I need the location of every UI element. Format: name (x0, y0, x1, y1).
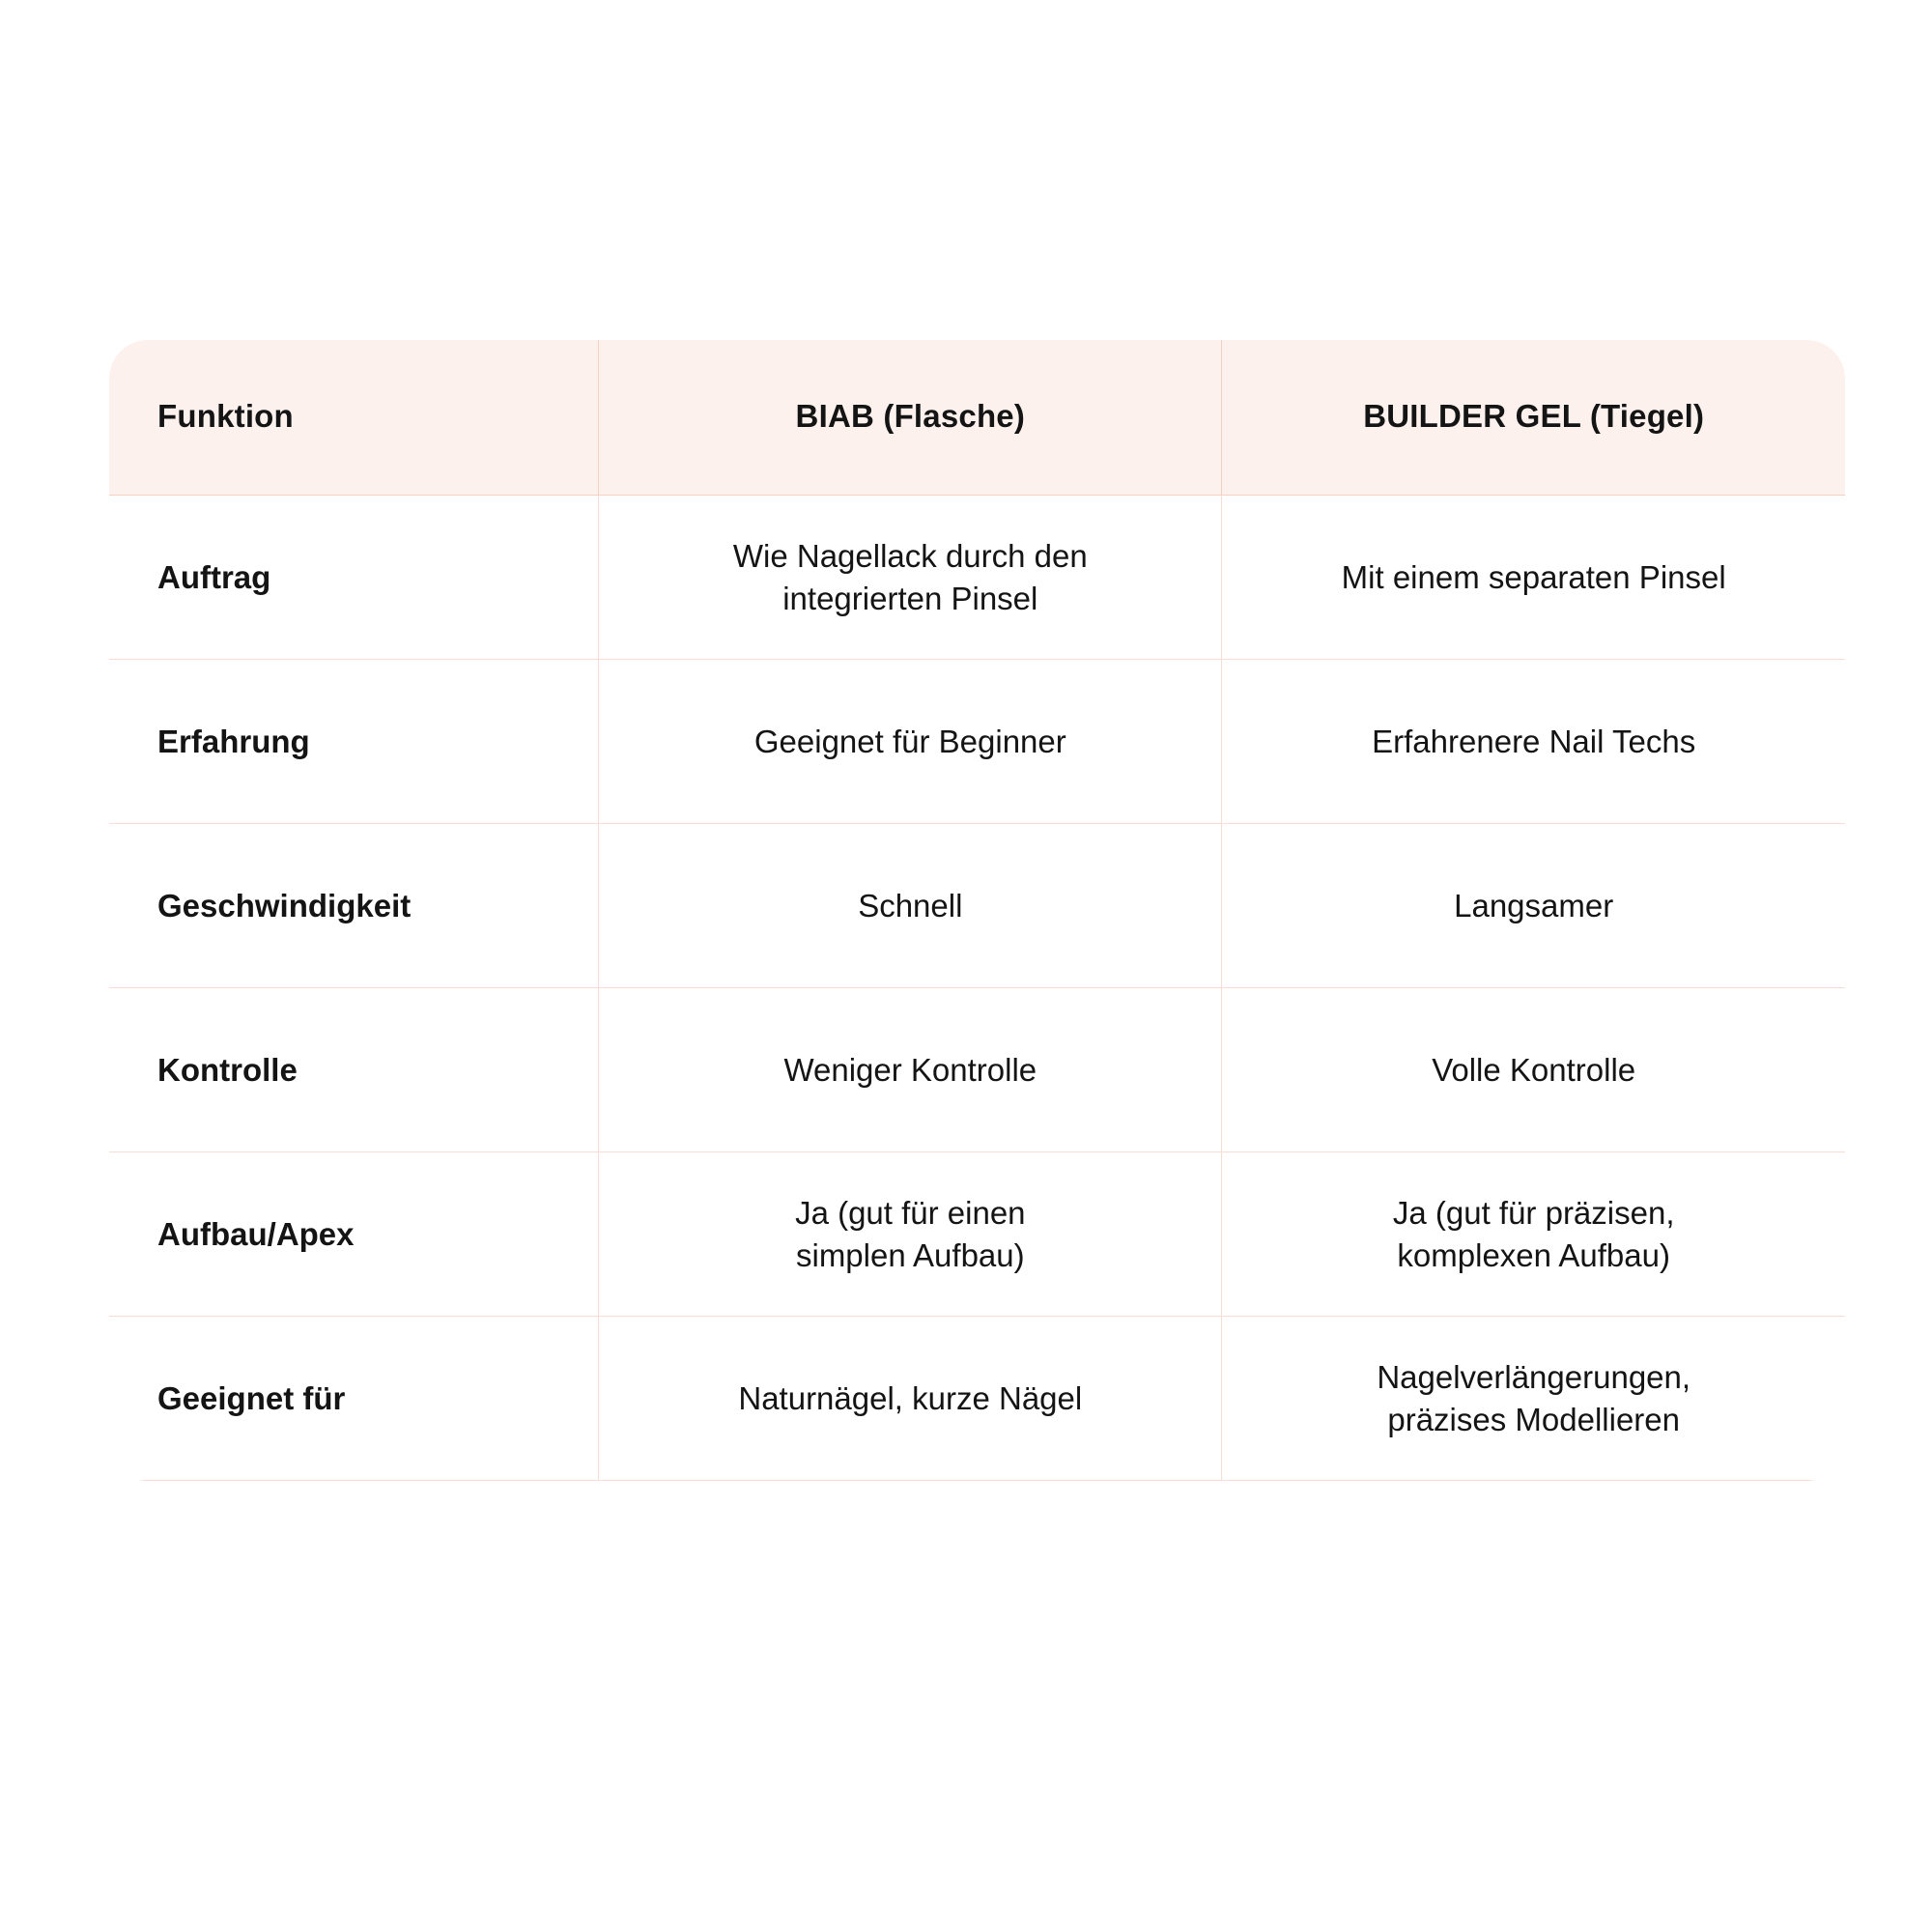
cell-biab-geschwindigkeit (599, 824, 1222, 988)
column-header-builder-gel: BUILDER GEL (Tiegel) (1222, 340, 1845, 496)
row-label-kontrolle: Kontrolle (109, 988, 599, 1152)
comparison-table-container (109, 340, 1845, 1481)
cell-line: Volle Kontrolle (1432, 1051, 1636, 1088)
cell-line: Langsamer (1454, 887, 1614, 923)
cell-line: Erfahrenere Nail Techs (1372, 723, 1696, 759)
cell-line: Ja (gut für präzisen, (1392, 1194, 1675, 1231)
cell-line: integrierten Pinsel (782, 580, 1038, 616)
cell-line: Wie Nagellack durch den (732, 537, 1088, 574)
cell-line: Ja (gut für einen (795, 1194, 1026, 1231)
row-label-geschwindigkeit: Geschwindigkeit (109, 824, 599, 988)
table-row (109, 660, 1845, 824)
cell-line: Mit einem separaten Pinsel (1341, 558, 1726, 595)
row-label-auftrag: Auftrag (109, 496, 599, 660)
cell-builder-erfahrung (1222, 660, 1845, 824)
cell-builder-aufbau-apex (1222, 1152, 1845, 1317)
table-row (109, 1317, 1845, 1481)
table-body (109, 496, 1845, 1481)
table-row (109, 988, 1845, 1152)
cell-builder-geschwindigkeit (1222, 824, 1845, 988)
row-label-geeignet-fuer: Geeignet für (109, 1317, 599, 1481)
cell-builder-kontrolle (1222, 988, 1845, 1152)
cell-line: Naturnägel, kurze Nägel (738, 1379, 1083, 1416)
table-row (109, 496, 1845, 660)
cell-biab-auftrag (599, 496, 1222, 660)
table-row (109, 1152, 1845, 1317)
row-label-erfahrung: Erfahrung (109, 660, 599, 824)
cell-biab-erfahrung (599, 660, 1222, 824)
cell-builder-geeignet-fuer (1222, 1317, 1845, 1481)
cell-line: Schnell (858, 887, 963, 923)
cell-biab-geeignet-fuer (599, 1317, 1222, 1481)
cell-line: Geeignet für Beginner (753, 723, 1066, 759)
cell-line: Weniger Kontrolle (783, 1051, 1037, 1088)
table-row (109, 824, 1845, 988)
cell-line: komplexen Aufbau) (1397, 1236, 1670, 1273)
column-header-biab: BIAB (Flasche) (599, 340, 1222, 496)
table-header-row (109, 340, 1845, 496)
cell-line: Nagelverlängerungen, (1377, 1358, 1691, 1395)
table-header (109, 340, 1845, 496)
comparison-table (109, 340, 1845, 1481)
row-label-aufbau-apex: Aufbau/Apex (109, 1152, 599, 1317)
cell-biab-aufbau-apex (599, 1152, 1222, 1317)
cell-line: simplen Aufbau) (795, 1236, 1025, 1273)
column-header-feature: Funktion (109, 340, 599, 496)
cell-line: präzises Modellieren (1387, 1401, 1680, 1437)
cell-biab-kontrolle (599, 988, 1222, 1152)
cell-builder-auftrag (1222, 496, 1845, 660)
